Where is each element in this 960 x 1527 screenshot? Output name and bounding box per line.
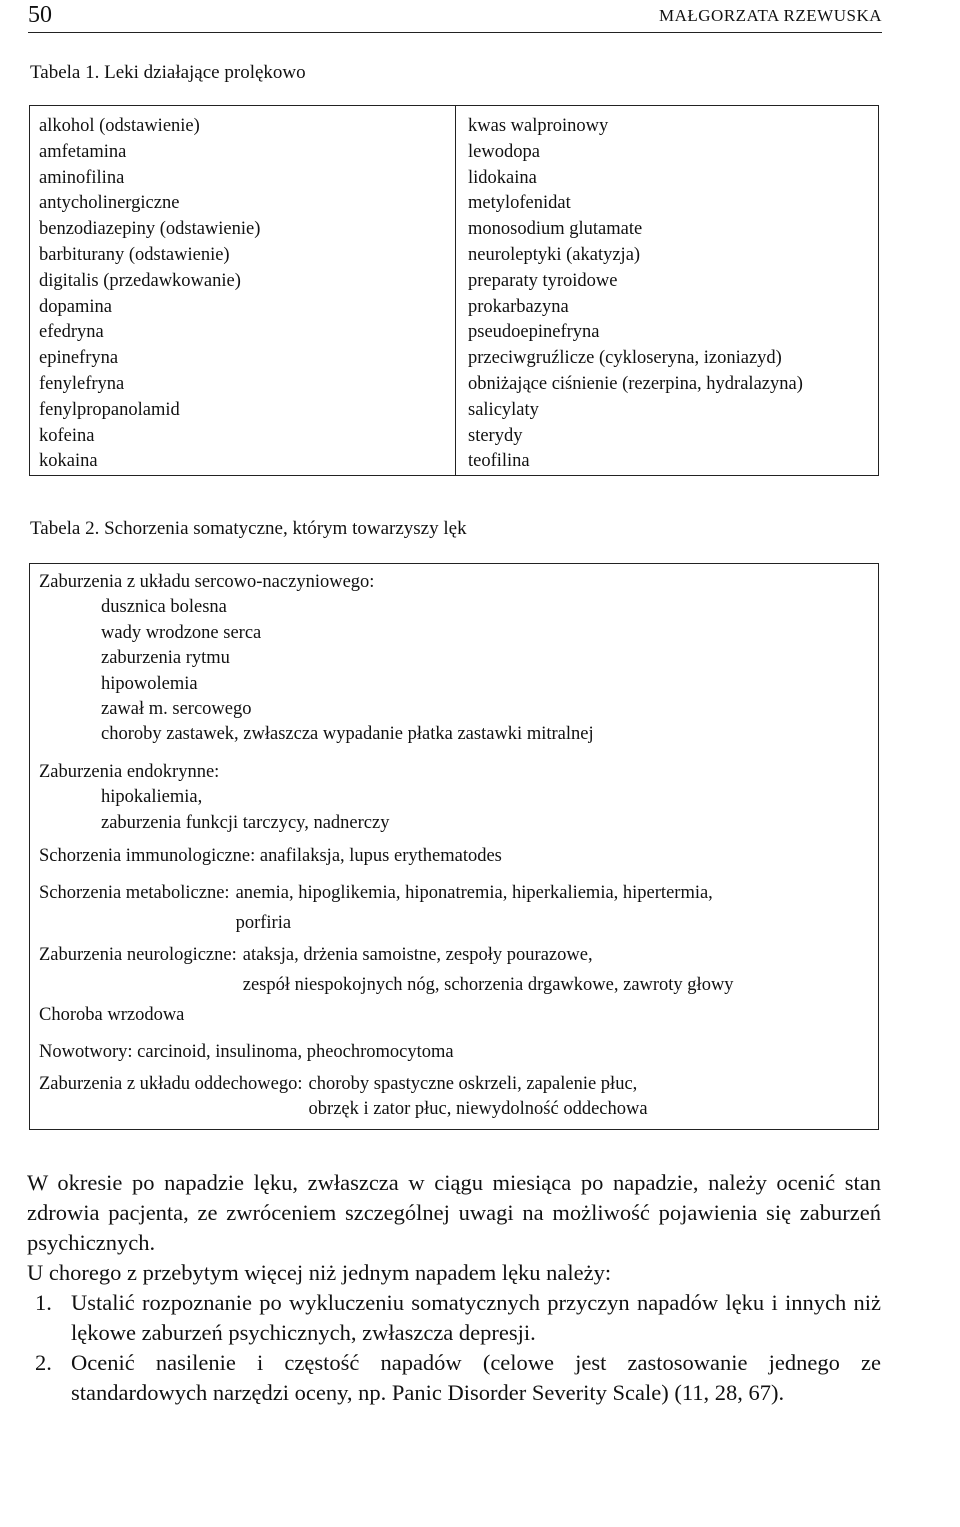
table1-item: sterydy	[468, 425, 523, 446]
list-item	[27, 1348, 881, 1408]
table1-item: digitalis (przedawkowanie)	[39, 270, 241, 291]
list-number: 2.	[35, 1350, 52, 1375]
resp-label: Zaburzenia z układu oddechowego:	[39, 1074, 303, 1094]
metabolic-line: porfiria	[235, 913, 292, 933]
endo-heading: Zaburzenia endokrynne:	[39, 762, 220, 782]
numbered-list	[27, 1288, 881, 1408]
resp-line: choroby spastyczne oskrzeli, zapalenie płuc,	[308, 1074, 638, 1094]
table2	[29, 563, 879, 1130]
metabolic-row	[39, 878, 713, 938]
table1-item: preparaty tyroidowe	[468, 270, 618, 291]
table1-item: kwas walproinowy	[468, 116, 609, 136]
table1-item: obniżające ciśnienie (rezerpina, hydralazyna)	[468, 373, 803, 394]
table1-item: fenylefryna	[39, 373, 125, 394]
table1-item: dopamina	[39, 296, 112, 317]
metabolic-line: anemia, hipoglikemia, hiponatremia, hiperkaliemia, hipertermia,	[235, 883, 713, 903]
paragraph: W okresie po napadzie lęku, zwłaszcza w ciągu miesiąca po napadzie, należy ocenić stan zdrowia pacjenta, ze zwróceniem szczególnej uwagi na możliwość pojawienia się zaburzeń psychicznych.	[27, 1170, 881, 1255]
list-text: Ustalić rozpoznanie po wykluczeniu somatycznych przyczyn napadów lęku i innych niż lękowe zaburzeń psychicznych, zwłaszcza depresji.	[71, 1290, 881, 1345]
table1-item: antycholinergiczne	[39, 193, 180, 214]
table1-item: epinefryna	[39, 348, 119, 369]
table1-item: alkohol (odstawienie)	[39, 116, 200, 136]
cardio-item: dusznica bolesna	[101, 597, 227, 618]
neuro-text	[237, 940, 734, 1000]
table1-item: monosodium glutamate	[468, 219, 643, 240]
page-header	[28, 2, 882, 32]
tumors-row: Nowotwory: carcinoid, insulinoma, pheochromocytoma	[39, 1042, 454, 1062]
table1-item: benzodiazepiny (odstawienie)	[39, 219, 261, 240]
metabolic-label: Schorzenia metaboliczne:	[39, 883, 230, 903]
table1-item: barbiturany (odstawienie)	[39, 244, 230, 265]
table1-item: salicylaty	[468, 399, 539, 420]
cardio-item: zaburzenia rytmu	[101, 648, 230, 669]
table1-item: kokaina	[39, 451, 98, 472]
table1-item: amfetamina	[39, 141, 127, 162]
list-number: 1.	[35, 1290, 52, 1315]
cardio-item: hipowolemia	[101, 673, 198, 694]
neuro-label: Zaburzenia neurologiczne:	[39, 945, 237, 965]
list-item	[27, 1288, 881, 1348]
table1-caption: Tabela 1. Leki działające prolękowo	[30, 62, 306, 83]
page-number: 50	[28, 2, 52, 28]
ulcer-row: Choroba wrzodowa	[39, 1005, 185, 1025]
table1-item: prokarbazyna	[468, 296, 569, 317]
list-text: Ocenić nasilenie i częstość napadów (celowe jest zastosowanie jednego ze standardowych narzędzi oceny, np. Panic Disorder Severity Scale) (11, 28, 67).	[71, 1350, 881, 1405]
table1-right-column	[468, 114, 803, 475]
neuro-line: ataksja, drżenia samoistne, zespoły pourazowe,	[242, 945, 593, 965]
table1-item: aminofilina	[39, 167, 125, 188]
resp-text	[303, 1072, 648, 1123]
neuro-row	[39, 940, 734, 1000]
cardio-item: zawał m. sercowego	[101, 699, 252, 720]
resp-line: obrzęk i zator płuc, niewydolność oddechowa	[308, 1099, 648, 1120]
metabolic-text	[230, 878, 713, 938]
cardio-item: wady wrodzone serca	[101, 622, 262, 643]
body-text	[27, 1168, 881, 1408]
table1-item: lidokaina	[468, 167, 537, 188]
endo-item: hipokaliemia,	[101, 787, 203, 808]
running-head: MAŁGORZATA RZEWUSKA	[659, 6, 882, 25]
endo-item: zaburzenia funkcji tarczycy, nadnerczy	[101, 812, 390, 833]
resp-row	[39, 1072, 648, 1123]
table1-divider	[455, 106, 456, 475]
table1	[29, 105, 879, 476]
table1-item: lewodopa	[468, 141, 540, 162]
table1-item: efedryna	[39, 322, 104, 343]
neuro-line: zespół niespokojnych nóg, schorzenia drgawkowe, zawroty głowy	[242, 975, 734, 995]
table1-item: przeciwgruźlicze (cykloseryna, izoniazyd)	[468, 348, 782, 369]
endo-group	[39, 760, 389, 836]
immuno-row: Schorzenia immunologiczne: anafilaksja, lupus erythematodes	[39, 846, 502, 866]
table1-item: pseudoepinefryna	[468, 322, 600, 343]
table1-item: fenylpropanolamid	[39, 399, 180, 420]
table2-caption: Tabela 2. Schorzenia somatyczne, którym towarzyszy lęk	[30, 518, 467, 539]
header-rule	[28, 32, 882, 33]
paragraph: U chorego z przebytym więcej niż jednym napadem lęku należy:	[27, 1260, 612, 1285]
cardio-heading: Zaburzenia z układu sercowo-naczyniowego:	[39, 572, 375, 592]
cardio-group	[39, 570, 594, 748]
table1-item: kofeina	[39, 425, 95, 446]
table1-item: metylofenidat	[468, 193, 571, 214]
table1-item: teofilina	[468, 451, 530, 472]
table1-left-column	[39, 114, 260, 475]
cardio-item: choroby zastawek, zwłaszcza wypadanie płatka zastawki mitralnej	[101, 724, 594, 745]
table1-item: neuroleptyki (akatyzja)	[468, 244, 641, 265]
